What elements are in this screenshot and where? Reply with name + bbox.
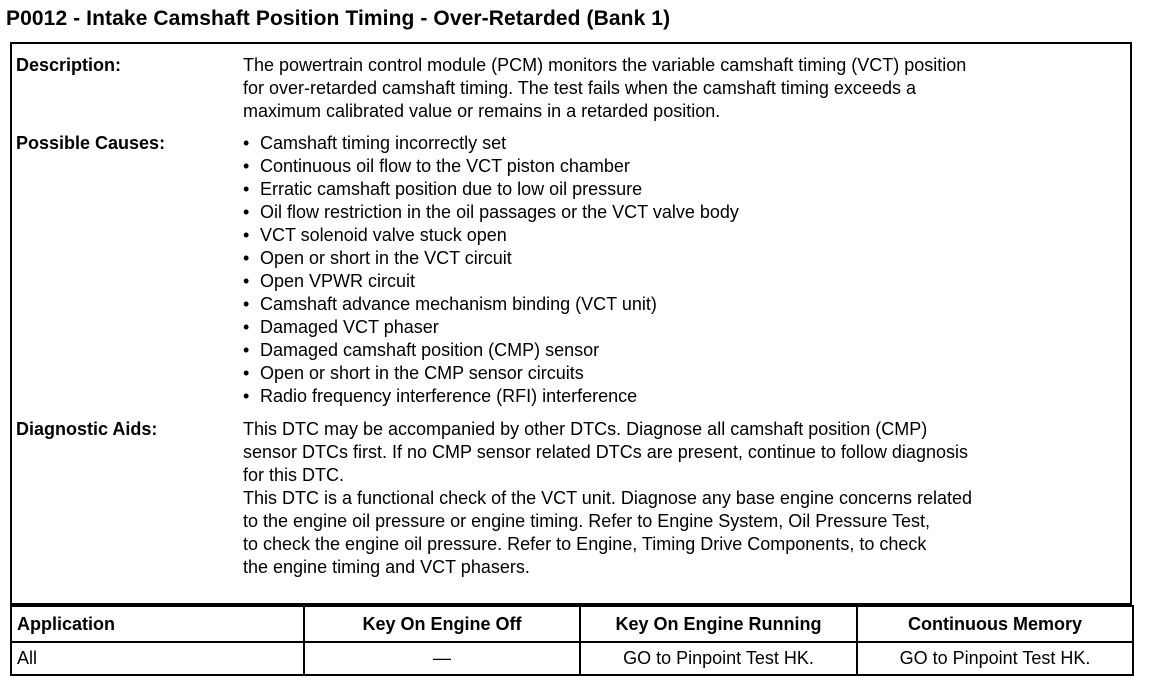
cell-key-on-engine-off: — xyxy=(304,642,580,675)
cause-item xyxy=(243,339,1130,362)
possible-causes-label: Possible Causes: xyxy=(16,133,166,153)
cause-item xyxy=(243,201,1130,224)
cause-text: VCT solenoid valve stuck open xyxy=(260,225,507,245)
cause-text: Open VPWR circuit xyxy=(260,271,416,291)
cause-item xyxy=(243,155,1130,178)
cell-application: All xyxy=(11,642,304,675)
description-text xyxy=(243,54,1130,123)
description-label: Description: xyxy=(16,55,122,75)
diagnostic-aids-line: to the engine oil pressure or engine timing. Refer to Engine System, Oil Pressure Test, xyxy=(243,511,931,531)
bullet-icon: • xyxy=(243,202,250,222)
cause-item xyxy=(243,293,1130,316)
header-key-on-engine-running: Key On Engine Running xyxy=(580,606,857,642)
bullet-icon: • xyxy=(243,271,250,291)
cause-text: Damaged camshaft position (CMP) sensor xyxy=(260,340,600,360)
header-key-on-engine-off: Key On Engine Off xyxy=(304,606,580,642)
diagnostic-aids-line: This DTC is a functional check of the VCT unit. Diagnose any base engine concerns related xyxy=(243,488,973,508)
cause-text: Radio frequency interference (RFI) interference xyxy=(260,386,638,406)
cause-item xyxy=(243,270,1130,293)
diagnostic-aids-line: for this DTC. xyxy=(243,465,345,485)
cause-text: Camshaft advance mechanism binding (VCT unit) xyxy=(260,294,657,314)
header-continuous-memory: Continuous Memory xyxy=(857,606,1133,642)
diagnostic-aids-line: the engine timing and VCT phasers. xyxy=(243,557,530,577)
application-table xyxy=(10,605,1134,676)
table-row xyxy=(11,642,1133,675)
bullet-icon: • xyxy=(243,294,250,314)
description-line: for over-retarded camshaft timing. The test fails when the camshaft timing exceeds a xyxy=(243,78,916,98)
bullet-icon: • xyxy=(243,363,250,383)
bullet-icon: • xyxy=(243,179,250,199)
cause-text: Open or short in the CMP sensor circuits xyxy=(260,363,584,383)
cause-text: Camshaft timing incorrectly set xyxy=(260,133,507,153)
cause-text: Erratic camshaft position due to low oil pressure xyxy=(260,179,643,199)
dtc-info-box xyxy=(10,42,1132,605)
description-line: maximum calibrated value or remains in a retarded position. xyxy=(243,101,721,121)
cause-item xyxy=(243,362,1130,385)
diagnostic-aids-label: Diagnostic Aids: xyxy=(16,419,158,439)
cause-item xyxy=(243,178,1130,201)
bullet-icon: • xyxy=(243,156,250,176)
cause-text: Open or short in the VCT circuit xyxy=(260,248,512,268)
bullet-icon: • xyxy=(243,248,250,268)
bullet-icon: • xyxy=(243,225,250,245)
table-header-row xyxy=(11,606,1133,642)
bullet-icon: • xyxy=(243,386,250,406)
description-line: The powertrain control module (PCM) monitors the variable camshaft timing (VCT) position xyxy=(243,55,967,75)
page-title: P0012 - Intake Camshaft Position Timing - Over-Retarded (Bank 1) xyxy=(6,7,671,30)
cell-key-on-engine-running: GO to Pinpoint Test HK. xyxy=(580,642,857,675)
diagnostic-aids-line: to check the engine oil pressure. Refer to Engine, Timing Drive Components, to check xyxy=(243,534,927,554)
diagnostic-aids-line: This DTC may be accompanied by other DTCs. Diagnose all camshaft position (CMP) xyxy=(243,419,928,439)
cause-text: Damaged VCT phaser xyxy=(260,317,439,337)
cause-item xyxy=(243,247,1130,270)
bullet-icon: • xyxy=(243,133,250,153)
bullet-icon: • xyxy=(243,317,250,337)
possible-causes-list xyxy=(243,132,1130,408)
diagnostic-aids-text xyxy=(243,418,1130,579)
cause-item xyxy=(243,224,1130,247)
cause-item xyxy=(243,316,1130,339)
cause-text: Oil flow restriction in the oil passages or the VCT valve body xyxy=(260,202,739,222)
cause-text: Continuous oil flow to the VCT piston chamber xyxy=(260,156,630,176)
possible-causes-body xyxy=(243,132,1130,408)
cell-continuous-memory: GO to Pinpoint Test HK. xyxy=(857,642,1133,675)
cause-item xyxy=(243,132,1130,155)
bullet-icon: • xyxy=(243,340,250,360)
diagnostic-aids-line: sensor DTCs first. If no CMP sensor related DTCs are present, continue to follow diagnosis xyxy=(243,442,968,462)
cause-item xyxy=(243,385,1130,408)
header-application: Application xyxy=(11,606,304,642)
